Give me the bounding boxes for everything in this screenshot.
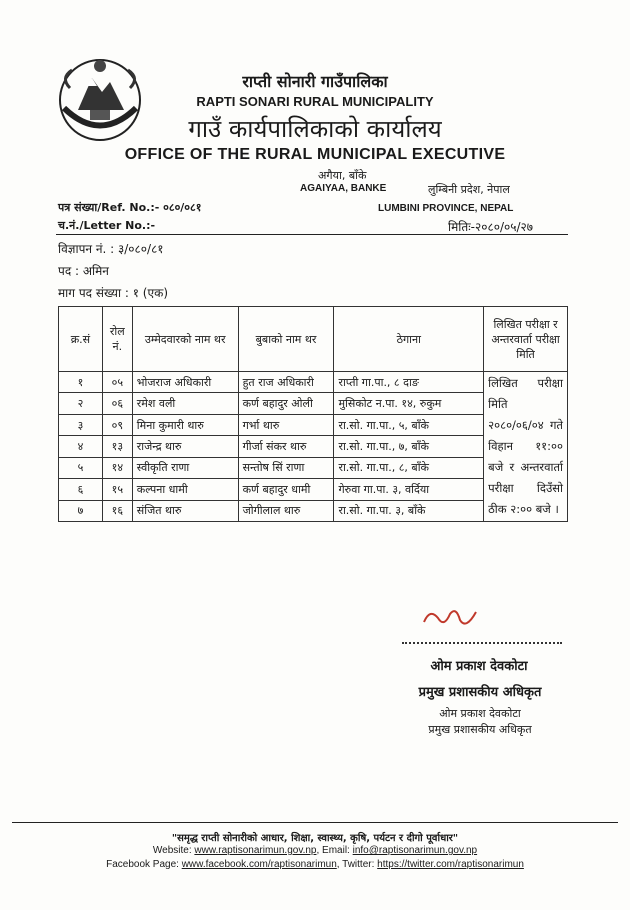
- footer-contact-line: [0, 845, 630, 856]
- advertisement-number: विज्ञापन नं. : ३/०८०/८१: [58, 242, 164, 256]
- signatory-name: ओम प्रकाश देवकोटा: [430, 659, 528, 674]
- letter-date: मितिः-२०८०/०५/२७: [448, 220, 533, 234]
- address-nepali: अगैया, बाँके: [318, 169, 367, 182]
- cell-roll: १३: [102, 436, 132, 457]
- candidate-table: [58, 306, 568, 522]
- address-english: AGAIYAA, BANKE: [300, 183, 387, 194]
- cell-candidate-name: मिना कुमारी थारु: [132, 414, 238, 435]
- exam-schedule-note: लिखित परीक्षा मिति २०८०/०६/०४ गते विहान ११:०० बजे र अन्तरवार्ता परीक्षा दिउँसो ठीक २:०० बजे ।: [484, 372, 568, 522]
- email-link[interactable]: info@raptisonarimun.gov.np: [352, 845, 478, 856]
- email-label: , Email:: [316, 845, 350, 856]
- cell-serial: ६: [59, 479, 103, 500]
- header-candidate-name: उम्मेदवारको नाम थर: [132, 307, 238, 372]
- cell-candidate-name: भोजराज अधिकारी: [132, 372, 238, 393]
- province-english: LUMBINI PROVINCE, NEPAL: [378, 203, 514, 214]
- reference-number: पत्र संख्या/Ref. No.:- ०८०/०८१: [58, 201, 202, 214]
- cell-serial: ३: [59, 414, 103, 435]
- cell-father-name: सन्तोष सिं राणा: [238, 457, 334, 478]
- cell-serial: ४: [59, 436, 103, 457]
- twitter-link[interactable]: https://twitter.com/raptisonarimun: [377, 859, 524, 870]
- demanded-post-count: माग पद संख्या : १ (एक): [58, 286, 168, 300]
- municipality-name-nepali: राप्ती सोनारी गाउँपालिका: [242, 72, 388, 91]
- cell-serial: १: [59, 372, 103, 393]
- cell-candidate-name: कल्पना धामी: [132, 479, 238, 500]
- stamp-name: ओम प्रकाश देवकोटा: [439, 707, 521, 720]
- website-label: Website:: [152, 845, 192, 856]
- footer-divider: [12, 822, 618, 823]
- table-row: [59, 372, 568, 393]
- signature-line: [402, 642, 562, 644]
- signatory-title: प्रमुख प्रशासकीय अधिकृत: [418, 685, 542, 700]
- facebook-link[interactable]: www.facebook.com/raptisonarimun: [181, 859, 337, 870]
- website-link[interactable]: www.raptisonarimun.gov.np: [194, 845, 317, 856]
- cell-father-name: जोगीलाल थारु: [238, 500, 334, 521]
- cell-roll: ०९: [102, 414, 132, 435]
- cell-candidate-name: स्वीकृति राणा: [132, 457, 238, 478]
- cell-serial: ५: [59, 457, 103, 478]
- table-header-row: [59, 307, 568, 372]
- cell-candidate-name: संजित थारु: [132, 500, 238, 521]
- province-nepali: लुम्बिनी प्रदेश, नेपाल: [428, 183, 510, 196]
- footer-social-line: [0, 859, 630, 870]
- cell-address: मुसिकोट न.पा. १४, रुकुम: [334, 393, 484, 414]
- cell-serial: २: [59, 393, 103, 414]
- letter-number: च.नं./Letter No.:-: [58, 219, 156, 232]
- cell-roll: १४: [102, 457, 132, 478]
- office-name-english: OFFICE OF THE RURAL MUNICIPAL EXECUTIVE: [124, 146, 506, 163]
- cell-roll: १५: [102, 479, 132, 500]
- cell-address: राप्ती गा.पा., ८ दाङ: [334, 372, 484, 393]
- header-divider: [56, 234, 568, 235]
- cell-address: रा.सो. गा.पा. ३, बाँके: [334, 500, 484, 521]
- footer-slogan: "समृद्ध राप्ती सोनारीको आधार, शिक्षा, स्वास्थ्य, कृषि, पर्यटन र दीगो पूर्वाधार": [171, 833, 459, 844]
- cell-father-name: गीर्जा संकर थारु: [238, 436, 334, 457]
- cell-father-name: कर्ण बहादुर ओली: [238, 393, 334, 414]
- cell-father-name: गर्भा थारु: [238, 414, 334, 435]
- cell-serial: ७: [59, 500, 103, 521]
- header-serial: क्र.सं: [59, 307, 103, 372]
- header-roll: रोल नं.: [102, 307, 132, 372]
- cell-address: रा.सो. गा.पा., ७, बाँके: [334, 436, 484, 457]
- cell-father-name: कर्ण बहादुर धामी: [238, 479, 334, 500]
- cell-roll: ०६: [102, 393, 132, 414]
- twitter-label: , Twitter:: [336, 859, 375, 870]
- cell-candidate-name: राजेन्द्र थारु: [132, 436, 238, 457]
- handwritten-signature: [420, 604, 480, 634]
- header-father-name: बुबाको नाम थर: [238, 307, 334, 372]
- stamp-title: प्रमुख प्रशासकीय अधिकृत: [428, 723, 532, 736]
- header-exam-date: लिखित परीक्षा र अन्तरवार्ता परीक्षा मिति: [484, 307, 568, 372]
- municipality-name-english: RAPTI SONARI RURAL MUNICIPALITY: [196, 94, 434, 109]
- cell-address: रा.सो. गा.पा., ८, बाँके: [334, 457, 484, 478]
- facebook-label: Facebook Page:: [106, 859, 179, 870]
- cell-roll: १६: [102, 500, 132, 521]
- office-name-nepali: गाउँ कार्यपालिकाको कार्यालय: [188, 115, 442, 143]
- cell-father-name: हुत राज अधिकारी: [238, 372, 334, 393]
- cell-address: रा.सो. गा.पा., ५, बाँके: [334, 414, 484, 435]
- cell-roll: ०५: [102, 372, 132, 393]
- header-address: ठेगाना: [334, 307, 484, 372]
- cell-address: गेरुवा गा.पा. ३, वर्दिया: [334, 479, 484, 500]
- cell-candidate-name: रमेश वली: [132, 393, 238, 414]
- post-name: पद : अमिन: [58, 264, 109, 278]
